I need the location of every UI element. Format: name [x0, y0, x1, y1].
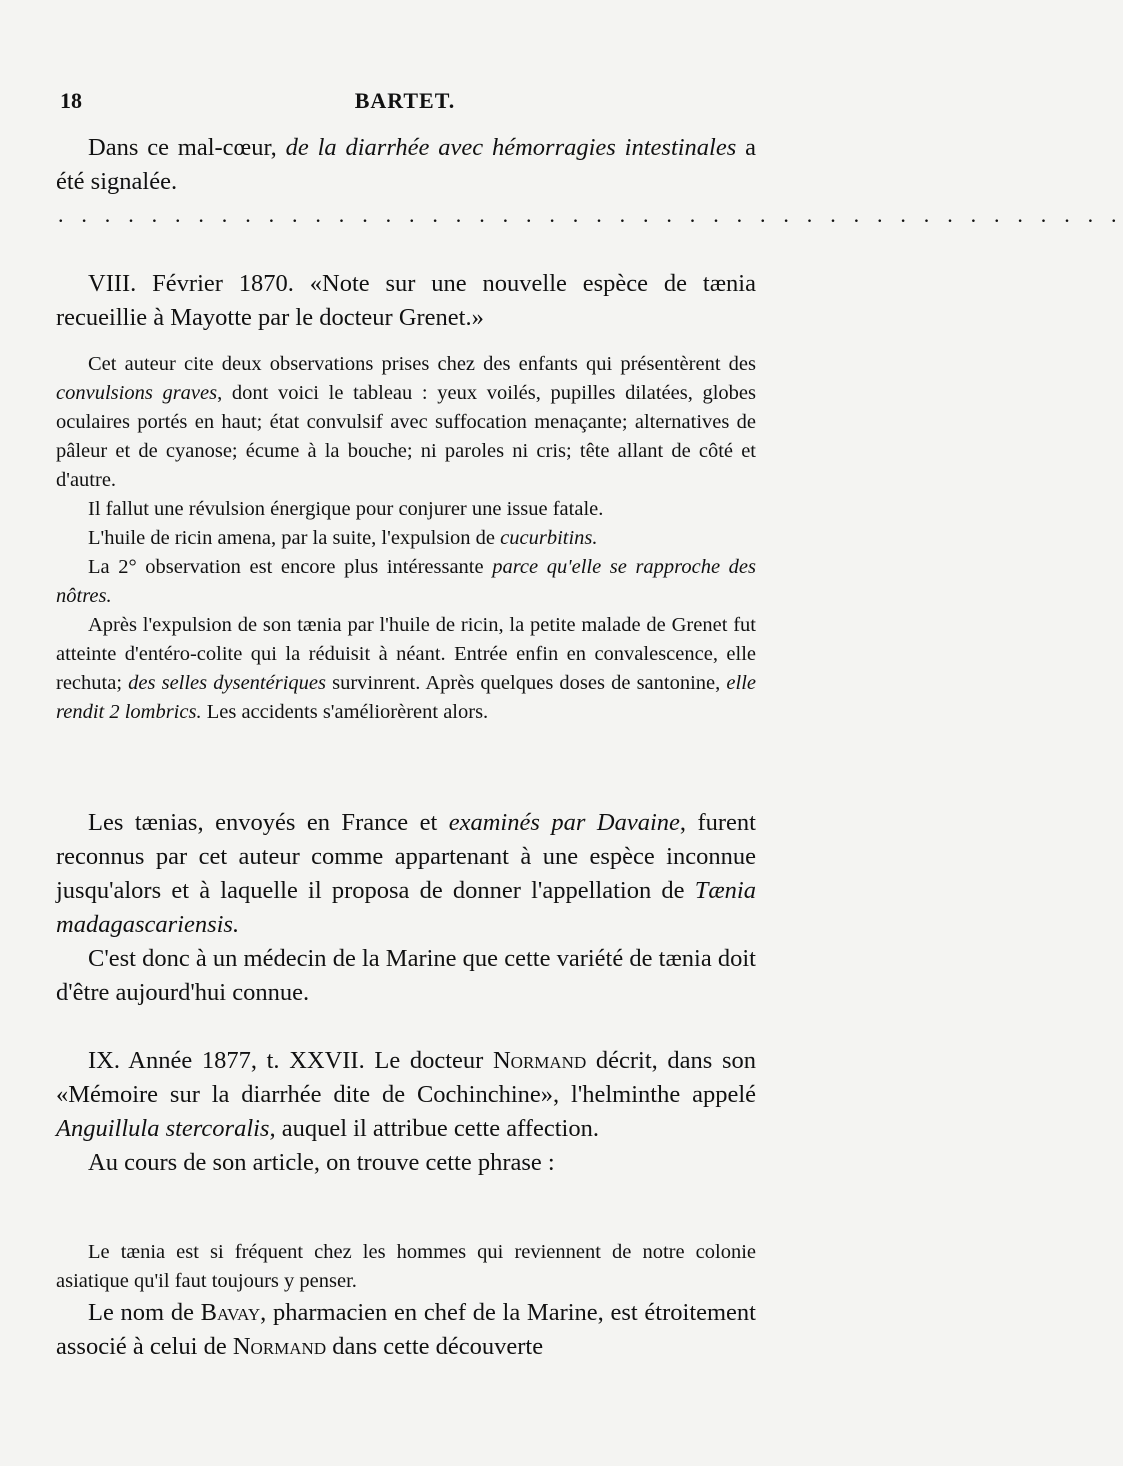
quote-taenia-frequent: Le tænia est si fréquent chez les hommes qui reviennent de notre colonie asiatique qu'il faut toujours y penser. — [56, 1241, 756, 1292]
paragraph-bavay: Le nom de Bavay, pharmacien en chef de la Marine, est étroitement associé à celui de Normand dans cette découverte — [56, 1299, 756, 1360]
paragraph-medecin-marine: C'est donc à un médecin de la Marine que cette variété de tænia doit d'être aujourd'hui connue. — [56, 945, 756, 1006]
running-head: BARTET. — [354, 88, 456, 113]
paragraph-mal-coeur: Dans ce mal-cœur, de la diarrhée avec hémorragies intestinales a été signalée. — [56, 134, 756, 195]
paragraph-taenias: Les tænias, envoyés en France et examinés par Davaine, furent reconnus par cet auteur comme appartenant à une espèce inconnue jusqu'alors et à laquelle il proposa de donner l'appellation de Tænia madagascariensis. C'est donc à un médecin de la Marine que cette variété de tænia doit d'être aujourd'hui connue. — [56, 806, 756, 1010]
quote-paragraph-5: Après l'expulsion de son tænia par l'huile de ricin, la petite malade de Grenet fut atteinte d'entéro-colite qui la réduisit à néant. Entrée enfin en convalescence, elle rechuta; des selles dysentériques survinrent. Après quelques doses de santonine, elle rendit 2 lombrics. Les accidents s'améliorèrent alors. — [56, 614, 756, 723]
page-number: 18 — [60, 88, 82, 113]
section-viii-heading: VIII. Février 1870. «Note sur une nouvelle espèce de tænia recueillie à Mayotte par le docteur Grenet.» — [56, 270, 756, 331]
quote-paragraph-4: La 2° observation est encore plus intéressante parce qu'elle se rapproche des nôtres. — [56, 556, 757, 607]
section-ix: IX. Année 1877, t. XXVII. Le docteur Normand décrit, dans son «Mémoire sur la diarrhée dite de Cochinchine», l'helminthe appelé Anguillula stercoralis, auquel il attribue cette affection. Au cours de son article, on trouve cette phrase : — [56, 1044, 756, 1180]
quoted-observations — [56, 350, 756, 727]
quote-paragraph-1: Cet auteur cite deux observations prises chez des enfants qui présentèrent des convulsions graves, dont voici le tableau : yeux voilés, pupilles dilatées, globes oculaires portés en haut; état convulsif avec suffocation menaçante; alternatives de pâleur et de cyanose; écume à la bouche; ni paroles ni cris; tête allant de côté et d'autre. — [56, 353, 756, 491]
page-header — [60, 88, 750, 118]
ellipsis-separator: . . . . . . . . . . . . . . . . . . . . . . . . . . . . . . . . . . . . . . . . . . . . . . — [58, 202, 1123, 227]
paragraph-cours-article: Au cours de son article, on trouve cette phrase : — [88, 1149, 555, 1176]
quote-paragraph-3: L'huile de ricin amena, par la suite, l'expulsion de cucurbitins. — [88, 527, 598, 549]
quote-paragraph-2: Il fallut une révulsion énergique pour conjurer une issue fatale. — [88, 498, 604, 520]
